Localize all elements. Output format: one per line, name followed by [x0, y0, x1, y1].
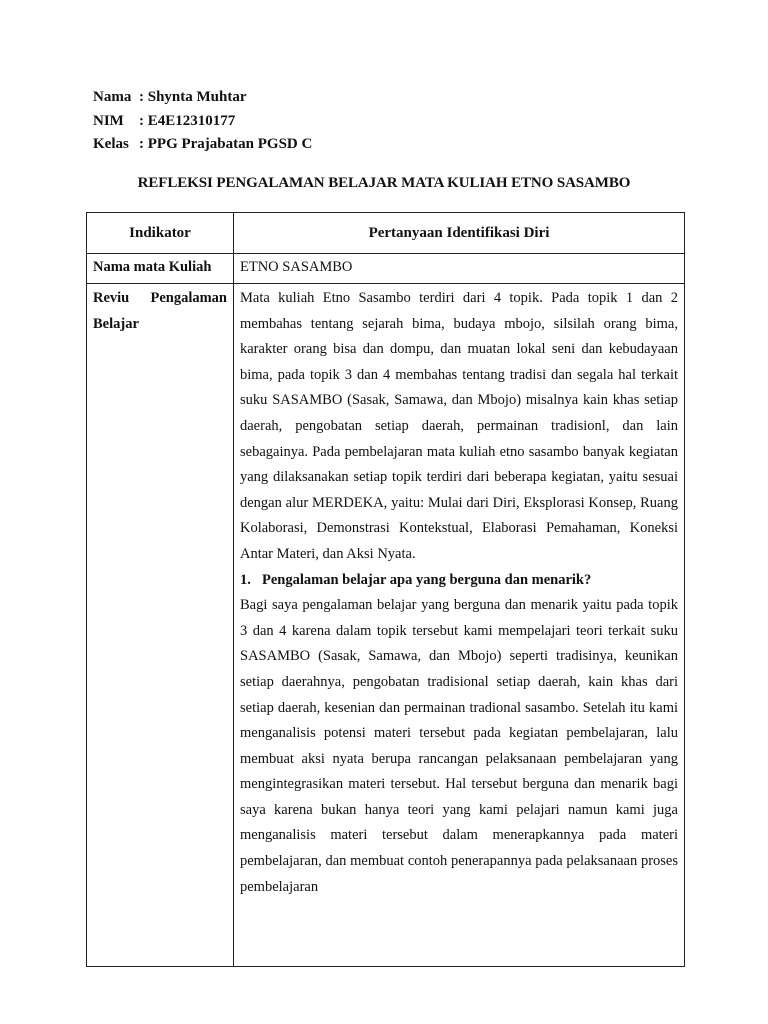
course-value: ETNO SASAMBO — [234, 254, 685, 284]
name-row — [93, 86, 312, 110]
review-content-cell — [234, 284, 685, 967]
class-value: : PPG Prajabatan PGSD C — [139, 136, 313, 152]
reflection-table — [86, 212, 685, 967]
header-pertanyaan: Pertanyaan Identifikasi Diri — [234, 213, 685, 254]
question-text: Pengalaman belajar apa yang berguna dan menarik? — [262, 571, 592, 588]
document-title: REFLEKSI PENGALAMAN BELAJAR MATA KULIAH ETNO SASAMBO — [137, 175, 631, 191]
nim-label: NIM — [93, 112, 124, 129]
nim-row — [93, 110, 312, 134]
review-label-line2: Belajar — [93, 315, 139, 332]
table-row-course — [87, 254, 685, 284]
name-label: Nama — [93, 89, 132, 105]
question-heading — [240, 568, 678, 594]
class-row — [93, 133, 312, 157]
question-number: 1. — [240, 571, 251, 588]
table-row-review — [87, 284, 685, 967]
table-header-row — [87, 213, 685, 254]
review-label-line1: Reviu Pengalaman — [93, 290, 227, 306]
course-label: Nama mata Kuliah — [87, 254, 234, 284]
review-paragraph: Mata kuliah Etno Sasambo terdiri dari 4 topik. Pada topik 1 dan 2 membahas tentang sejarah bima, budaya mbojo, silsilah orang bima, karakter orang bisa dan dompu, dan muatan lokal seni dan kebudayaan bima, pada topik 3 dan 4 membahas tentang tradisi dan segala hal terkait suku SASAMBO (Sasak, Samawa, dan Mbojo) misalnya kain khas setiap daerah, pengobatan setiap daerah, permainan tradisionl, dan lain sebagainya. Pada pembelajaran mata kuliah etno sasambo banyak kegiatan yang dilaksanakan setiap topik terdiri dari beberapa kegiatan, yaitu sesuai dengan alur MERDEKA, yaitu: Mulai dari Diri, Eksplorasi Konsep, Ruang Kolaborasi, Demonstrasi Kontekstual, Elaborasi Pemahaman, Koneksi Antar Materi, dan Aksi Nyata. — [240, 290, 678, 562]
header-indikator: Indikator — [87, 213, 234, 254]
nim-value: : E4E12310177 — [139, 112, 236, 129]
answer-paragraph: Bagi saya pengalaman belajar yang berguna dan menarik yaitu pada topik 3 dan 4 karena dalam topik tersebut kami mempelajari teori terkait suku SASAMBO (Sasak, Samawa, dan Mbojo) seperti tradisinya, keunikan setiap daerahnya, pengobatan tradisional setiap daerah, kain khas dari setiap daerah, kesenian dan permainan tradional sasambo. Setelah itu kami menganalisis potensi materi tersebut pada kegiatan pembelajaran, lalu membuat aksi nyata berupa rancangan pelaksanaan pembelajaran yang mengintegrasikan materi tersebut. Hal tersebut berguna dan menarik bagi saya karena bukan hanya teori yang kami pelajari namun kami juga menganalisis materi tersebut dalam menerapkannya pada materi pembelajaran, dan membuat contoh penerapannya pada pelaksanaan proses pembelajaran — [240, 597, 678, 895]
student-identity — [93, 86, 312, 157]
class-label: Kelas — [93, 136, 129, 152]
name-value: : Shynta Muhtar — [139, 89, 247, 105]
review-label-cell — [87, 284, 234, 967]
